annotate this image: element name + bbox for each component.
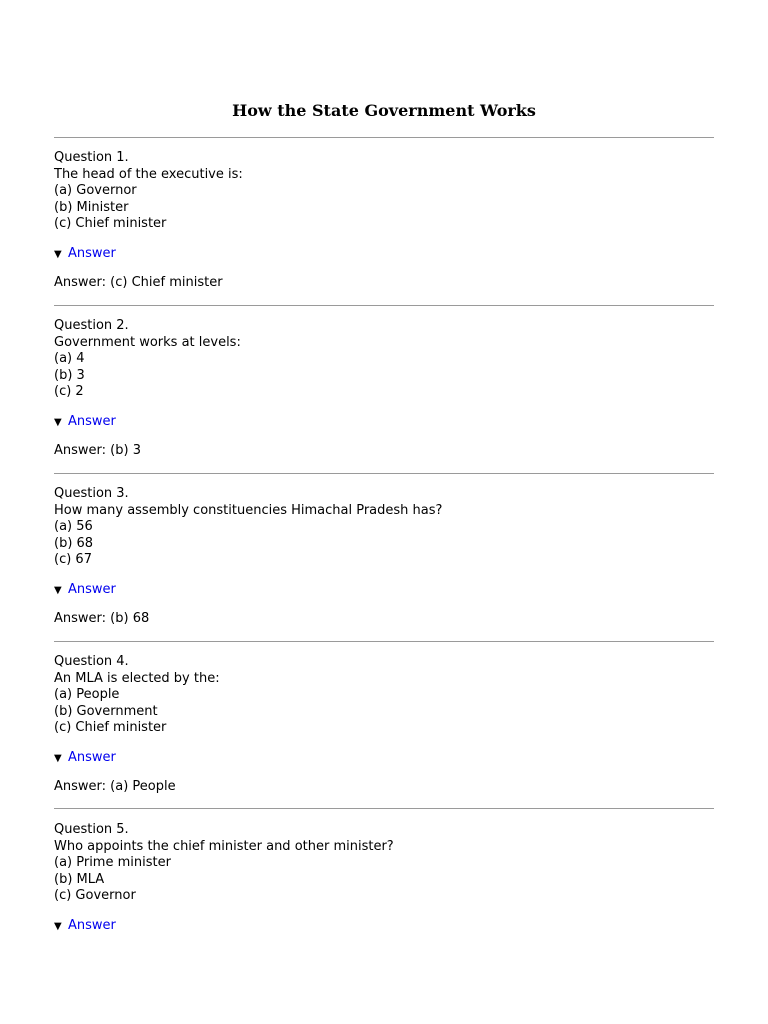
answer-toggle-label: Answer (68, 581, 116, 597)
divider (54, 137, 714, 138)
disclosure-triangle-icon: ▼ (54, 416, 62, 428)
option-b: (b) 68 (54, 535, 94, 551)
answer-toggle-label: Answer (68, 917, 116, 933)
answer-toggle[interactable] (54, 414, 714, 432)
divider (54, 473, 714, 474)
question-text: Who appoints the chief minister and other minister? (54, 838, 394, 854)
answer-text: Answer: (c) Chief minister (54, 275, 223, 290)
question-label: Question 1. (54, 150, 129, 165)
question-block-3 (54, 486, 714, 628)
question-label: Question 2. (54, 318, 129, 333)
option-a: (a) Governor (54, 183, 137, 198)
answer-toggle-label: Answer (68, 413, 116, 429)
question-label: Question 3. (54, 486, 129, 501)
question-block-5 (54, 822, 714, 935)
question-text: The head of the executive is: (54, 166, 243, 182)
question-text: An MLA is elected by the: (54, 670, 220, 686)
option-b: (b) Government (54, 703, 158, 719)
question-text: Government works at levels: (54, 334, 241, 350)
option-c: (c) Chief minister (54, 216, 167, 231)
disclosure-triangle-icon: ▼ (54, 752, 62, 764)
answer-toggle[interactable] (54, 750, 714, 768)
option-a: (a) People (54, 687, 120, 702)
divider (54, 641, 714, 642)
question-block-2 (54, 318, 714, 460)
question-text: How many assembly constituencies Himachal Pradesh has? (54, 502, 443, 518)
answer-text: Answer: (b) 3 (54, 443, 141, 458)
option-c: (c) 67 (54, 552, 92, 567)
answer-toggle-label: Answer (68, 245, 116, 261)
option-a: (a) 4 (54, 351, 85, 366)
answer-toggle-label: Answer (68, 749, 116, 765)
question-block-1 (54, 150, 714, 292)
option-b: (b) Minister (54, 199, 129, 215)
disclosure-triangle-icon: ▼ (54, 920, 62, 932)
option-b: (b) MLA (54, 871, 105, 887)
option-a: (a) Prime minister (54, 855, 171, 870)
answer-text: Answer: (b) 68 (54, 611, 150, 626)
page-title: How the State Government Works (232, 101, 536, 120)
answer-toggle[interactable] (54, 246, 714, 264)
option-c: (c) Chief minister (54, 720, 167, 735)
question-label: Question 5. (54, 822, 129, 837)
divider (54, 808, 714, 809)
question-block-4 (54, 654, 714, 796)
answer-toggle[interactable] (54, 582, 714, 600)
disclosure-triangle-icon: ▼ (54, 248, 62, 260)
answer-toggle[interactable] (54, 918, 714, 936)
option-c: (c) 2 (54, 384, 84, 399)
answer-text: Answer: (a) People (54, 779, 176, 794)
option-a: (a) 56 (54, 519, 93, 534)
option-b: (b) 3 (54, 367, 85, 383)
question-label: Question 4. (54, 654, 129, 669)
option-c: (c) Governor (54, 888, 136, 903)
divider (54, 305, 714, 306)
disclosure-triangle-icon: ▼ (54, 584, 62, 596)
